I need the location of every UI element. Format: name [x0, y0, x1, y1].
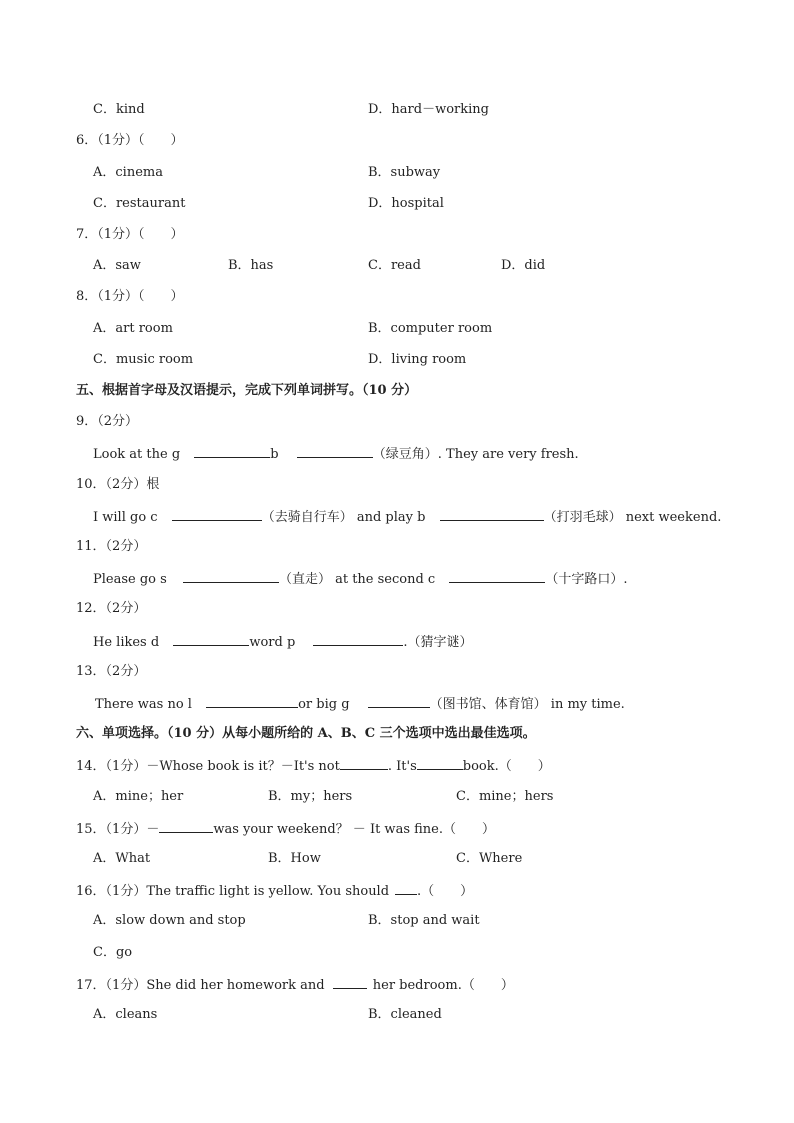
q12-text-3: .（猜字谜） — [403, 635, 473, 650]
q13-text-3: （图书馆、体育馆） in my time. — [429, 697, 625, 712]
q12-blank-2[interactable] — [313, 633, 403, 646]
q11-text-1: Please go s — [93, 572, 167, 587]
q5-option-d: D．hard－working — [368, 102, 489, 117]
q7-option-b: B．has — [228, 258, 274, 273]
q7-header: 7．（1分）（ ） — [76, 227, 184, 242]
q13-blank-1[interactable] — [206, 695, 298, 708]
q10-text-3: （打羽毛球） next weekend. — [543, 510, 722, 525]
q9-header: 9．（2分） — [76, 414, 139, 429]
section-6-title: 六、单项选择。（10 分）从每小题所给的 A、B、C 三个选项中选出最佳选项。 — [76, 726, 536, 741]
q15-text-2: was your weekend？ － It was fine.（ ） — [213, 822, 495, 837]
q9-text-2: b — [270, 447, 279, 462]
q14-blank-1[interactable] — [340, 757, 388, 770]
q8-option-a: A．art room — [93, 321, 173, 336]
q11-text-2: （直走） at the second c — [278, 572, 436, 587]
q12-blank-1[interactable] — [173, 633, 249, 646]
q7-option-c: C．read — [368, 258, 421, 273]
q13-sentence — [95, 695, 625, 713]
q11-header: 11．（2分） — [76, 539, 147, 554]
q10-text-2: （去骑自行车） and play b — [261, 510, 426, 525]
q14-option-b: B．my；hers — [268, 789, 353, 804]
q10-sentence — [93, 508, 721, 526]
q9-text-1: Look at the g — [93, 447, 181, 462]
q15-option-c: C．Where — [456, 851, 523, 866]
q13-header: 13．（2分） — [76, 664, 147, 679]
q8-header: 8．（1分）（ ） — [76, 289, 184, 304]
q17-option-a: A．cleans — [93, 1007, 158, 1022]
q6-option-a: A．cinema — [93, 165, 163, 180]
q17-text-2: her bedroom.（ ） — [372, 978, 514, 993]
q15-blank[interactable] — [159, 820, 213, 833]
q7-option-a: A．saw — [93, 258, 141, 273]
q8-option-c: C．music room — [93, 352, 194, 367]
q14-text-3: book.（ ） — [462, 759, 551, 774]
q16-text-2: .（ ） — [417, 884, 474, 899]
q17-option-b: B．cleaned — [368, 1007, 442, 1022]
q6-option-b: B．subway — [368, 165, 441, 180]
q12-sentence — [93, 633, 473, 651]
q10-blank-1[interactable] — [172, 508, 262, 521]
q6-option-c: C．restaurant — [93, 196, 186, 211]
q11-sentence — [93, 570, 627, 588]
q16-option-b: B．stop and wait — [368, 913, 480, 928]
q12-text-2: word p — [249, 635, 296, 650]
q14-blank-2[interactable] — [417, 757, 463, 770]
q11-blank-1[interactable] — [183, 570, 279, 583]
q12-header: 12．（2分） — [76, 601, 147, 616]
q15-stem — [76, 820, 495, 838]
q16-stem — [76, 882, 473, 900]
q5-option-c: C．kind — [93, 102, 145, 117]
q8-option-d: D．living room — [368, 352, 467, 367]
q15-text-1: 15．（1分）－ — [76, 822, 160, 837]
q14-text-1: 14．（1分）－Whose book is it？－It's not — [76, 759, 340, 774]
q6-header: 6．（1分）（ ） — [76, 133, 184, 148]
q13-text-2: or big g — [298, 697, 350, 712]
section-5-title: 五、根据首字母及汉语提示，完成下列单词拼写。（10 分） — [76, 383, 418, 398]
q16-blank[interactable] — [395, 882, 417, 895]
q17-stem — [76, 976, 514, 994]
q9-blank-1[interactable] — [194, 445, 270, 458]
q7-option-d: D．did — [501, 258, 546, 273]
q14-option-a: A．mine；her — [93, 789, 184, 804]
q15-option-a: A．What — [93, 851, 151, 866]
q12-text-1: He likes d — [93, 635, 160, 650]
q13-text-1: There was no l — [95, 697, 192, 712]
q15-option-b: B．How — [268, 851, 321, 866]
q14-text-2: . It's — [387, 759, 417, 774]
q17-text-1: 17．（1分）She did her homework and — [76, 978, 325, 993]
q10-text-1: I will go c — [93, 510, 158, 525]
q11-blank-2[interactable] — [449, 570, 545, 583]
q10-blank-2[interactable] — [440, 508, 544, 521]
q6-option-d: D．hospital — [368, 196, 444, 211]
q16-option-a: A．slow down and stop — [93, 913, 246, 928]
q14-stem — [76, 757, 551, 775]
q16-option-c: C．go — [93, 945, 133, 960]
q14-option-c: C．mine；hers — [456, 789, 554, 804]
q11-text-3: （十字路口）. — [545, 572, 628, 587]
q9-text-3: （绿豆角）. They are very fresh. — [372, 447, 579, 462]
q10-header: 10．（2分）根 — [76, 477, 160, 492]
q8-option-b: B．computer room — [368, 321, 493, 336]
q17-blank[interactable] — [333, 976, 367, 989]
q9-sentence — [93, 445, 579, 463]
q16-text-1: 16．（1分）The traffic light is yellow. You should — [76, 884, 390, 899]
q9-blank-2[interactable] — [297, 445, 373, 458]
q13-blank-2[interactable] — [368, 695, 430, 708]
